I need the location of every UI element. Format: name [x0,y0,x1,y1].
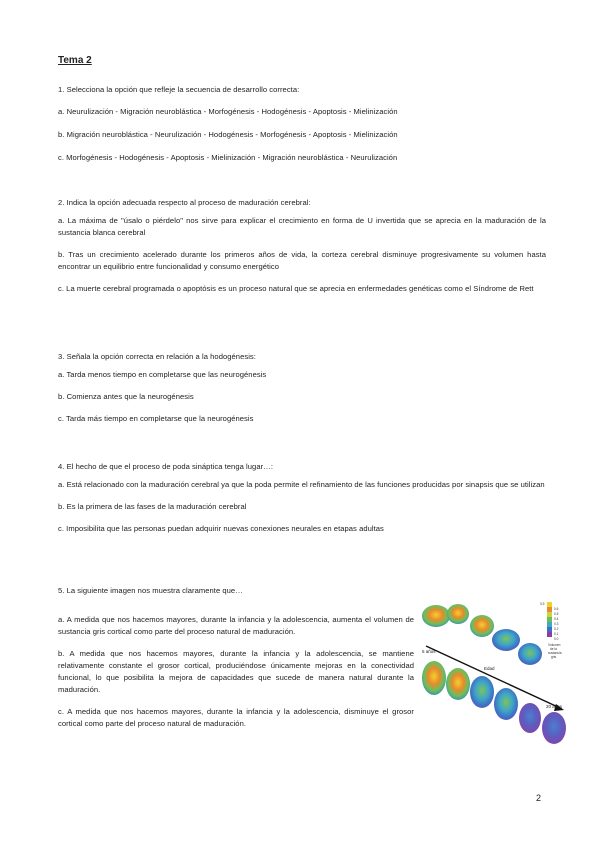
brain-image [422,661,446,695]
scale-caption-line: gris [551,655,557,659]
scale-tick: 0.5 [554,612,559,616]
brain-maturation-figure [420,596,570,748]
question-2-text: 2. Indica la opción adecuada respecto al proceso de maduración cerebral: [58,198,311,207]
scale-caption-line: de la [550,647,557,651]
brain-image [518,643,542,665]
question-2-option-c: c. La muerte cerebral programada o apoptósis es un proceso natural que se aprecia en enfermedades genéticas como el Síndrome de Rett [58,284,534,293]
question-4-option-b: b. Es la primera de las fases de la maduración cerebral [58,502,247,511]
scale-swatch [547,607,552,612]
question-4-option-a: a. Está relacionado con la maduración cerebral ya que la poda permite el refinamiento de las funciones producidas por sinapsis que se utilizan [58,480,545,489]
question-1-text: 1. Selecciona la opción que refleje la secuencia de desarrollo correcta: [58,85,300,94]
question-5-options [58,614,414,730]
question-4-text: 4. El hecho de que el proceso de poda sináptica tenga lugar…: [58,462,273,471]
question-5-option-c: c. A medida que nos hacemos mayores, durante la infancia y la adolescencia, disminuye el grosor cortical como parte del proceso natural de maduración. [58,707,414,728]
question-5-option-a: a. A medida que nos hacemos mayores, durante la infancia y la adolescencia, aumenta el volumen de sustancia gris cortical como parte del proceso natural de maduración. [58,615,414,636]
question-3-text: 3. Señala la opción correcta en relación a la hodogénesis: [58,352,256,361]
brain-image [447,604,469,624]
brain-image [519,703,541,733]
age-label-mid: Edad [484,666,495,671]
scale-caption-line: sustancia [548,651,562,655]
question-2-option-a: a. La máxima de "úsalo o piérdelo" nos sirve para explicar el crecimiento en forma de U invertida que se aprecia en la maduración de la sustancia blanca cerebral [58,216,546,237]
brain-image [492,629,520,651]
question-3-option-b: b. Comienza antes que la neurogénesis [58,392,194,401]
question-5-option-b: b. A medida que nos hacemos mayores, durante la infancia y la adolescencia, se mantiene relativamente constante el grosor cortical, produciéndose únicamente mejoras en la conectividad funcional, lo que posibilita la mejora de capacidades que sucede de manera natural durante la maduración. [58,649,414,694]
scale-tick: 0.2 [554,627,559,631]
scale-tick: 0.4 [554,617,559,621]
question-5-text: 5. La siguiente imagen nos muestra claramente que… [58,586,243,595]
scale-swatch [547,622,552,627]
question-2-option-b: b. Tras un crecimiento acelerado durante los primeros años de vida, la corteza cerebral disminuye progresivamente su volumen hasta encontrar un equilibrio entre funcionalidad y consumo energético [58,250,546,271]
brain-image [470,676,494,708]
brain-image [542,712,566,744]
question-1-option-b: b. Migración neuroblástica - Neurulización - Hodogénesis - Morfogénesis - Apoptosis - Mielinización [58,130,398,139]
scale-swatch [547,627,552,632]
scale-tick: 0.3 [554,622,559,626]
scale-caption-line: Volumen [548,643,561,647]
question-1-option-c: c. Morfogénesis - Hodogénesis - Apoptosis - Mielinización - Migración neuroblástica - Neurulización [58,153,398,162]
brain-image [422,605,450,627]
question-4-option-c: c. Imposibilita que las personas puedan adquirir nuevas conexiones neurales en etapas adultas [58,524,384,533]
scale-top-label: 0.9 [540,602,545,606]
scale-tick: 0.0 [554,637,559,641]
page-number: 2 [536,793,542,803]
question-3-option-c: c. Tarda más tiempo en completarse que la neurogénesis [58,414,254,423]
question-3 [58,351,546,425]
section-title: Tema 2 [58,55,92,66]
scale-swatch [547,602,552,607]
question-2 [58,197,546,295]
question-1 [58,84,546,164]
brain-image [470,615,494,637]
scale-swatch [547,612,552,617]
scale-swatch [547,617,552,622]
question-3-option-a: a. Tarda menos tiempo en completarse que las neurogénesis [58,370,267,379]
scale-tick: 0.6 [554,607,559,611]
age-label-start: 5 años [422,649,436,654]
brain-image [446,668,470,700]
question-1-option-a: a. Neurulización - Migración neuroblástica - Morfogénesis - Hodogénesis - Apoptosis - Mielinización [58,107,398,116]
brain-image [494,688,518,720]
age-label-end: 20 años [546,704,563,709]
question-4 [58,461,546,535]
scale-tick: 0.1 [554,632,559,636]
scale-swatch [547,632,552,637]
